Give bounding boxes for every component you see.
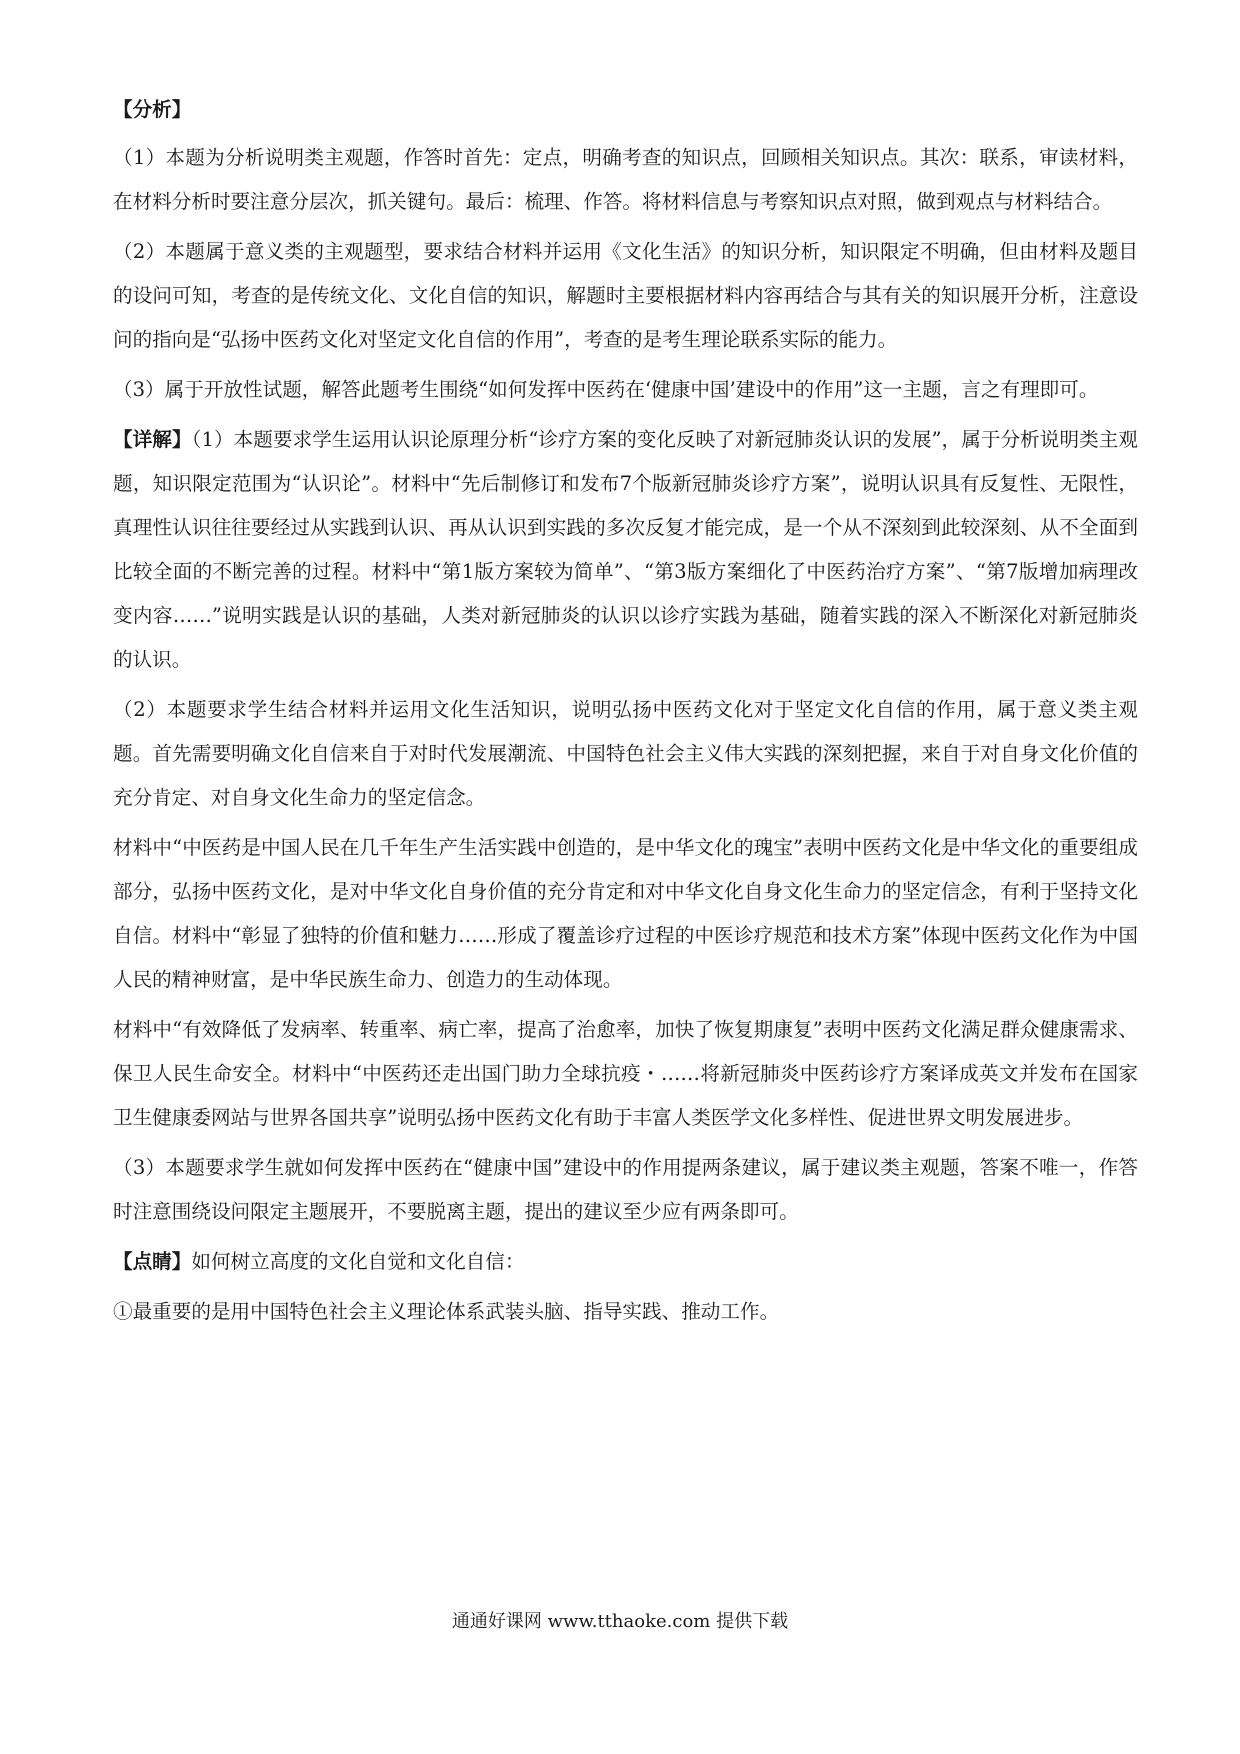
analysis-heading: 【分析】 [113,98,192,121]
comment-item-1: ①最重要的是用中国特色社会主义理论体系武装头脑、指导实践、推动工作。 [113,1300,780,1323]
detail-paragraph-1 [113,418,1138,682]
comment-paragraph [113,1240,1138,1284]
detail-paragraph-1-text: （1）本题要求学生运用认识论原理分析“诊疗方案的变化反映了对新冠肺炎认识的发展”，属于分析说明类主观题，知识限定范围为“认识论”。材料中“先后制修订和发布7个版新冠肺炎诊疗方案”，说明认识具有反复性、无限性，真理性认识往往要经过从实践到认识、再从认识到实践的多次反复才能完成，是一个从不深刻到此较深刻、从不全面到比较全面的不断完善的过程。材料中“第1版方案较为简单”、“第3版方案细化了中医药治疗方案”、“第7版增加病理改变内容……”说明实践是认识的基础，人类对新冠肺炎的认识以诊疗实践为基础，随着实践的深入不断深化对新冠肺炎的认识。 [113,428,1139,671]
detail-paragraph-2: （2）本题要求学生结合材料并运用文化生活知识，说明弘扬中医药文化对于坚定文化自信的作用，属于意义类主观题。首先需要明确文化自信来自于对时代发展潮流、中国特色社会主义伟大实践的深刻把握，来自于对自身文化价值的充分肯定、对自身文化生命力的坚定信念。 [113,698,1138,809]
document-body [113,88,1138,1340]
comment-text: 如何树立高度的文化自觉和文化自信： [191,1250,525,1273]
detail-paragraph-4: 材料中“有效降低了发病率、转重率、病亡率，提高了治愈率，加快了恢复期康复”表明中医药文化满足群众健康需求、保卫人民生命安全。材料中“中医药还走出国门助力全球抗疫・……将新冠肺炎中医药诊疗方案译成英文并发布在国家卫生健康委网站与世界各国共享”说明弘扬中医药文化有助于丰富人类医学文化多样性、促进世界文明发展进步。 [113,1018,1138,1129]
analysis-paragraph-3: （3）属于开放性试题，解答此题考生围绕“如何发挥中医药在‘健康中国’建设中的作用”这一主题，言之有理即可。 [113,378,1099,401]
detail-heading: 【详解】 [113,428,192,451]
analysis-paragraph-1: （1）本题为分析说明类主观题，作答时首先：定点，明确考查的知识点，回顾相关知识点。其次：联系，审读材料，在材料分析时要注意分层次，抓关键句。最后：梳理、作答。将材料信息与考察知识点对照，做到观点与材料结合。 [113,146,1138,213]
detail-paragraph-3: 材料中“中医药是中国人民在几千年生产生活实践中创造的，是中华文化的瑰宝”表明中医药文化是中华文化的重要组成部分，弘扬中医药文化，是对中华文化自身价值的充分肯定和对中华文化自身文化生命力的坚定信念，有利于坚持文化自信。材料中“彰显了独特的价值和魅力……形成了覆盖诊疗过程的中医诊疗规范和技术方案”体现中医药文化作为中国人民的精神财富，是中华民族生命力、创造力的生动体现。 [113,836,1138,991]
comment-heading: 【点睛】 [113,1250,192,1273]
page-footer: 通通好课网 www.tthaoke.com 提供下载 [451,1611,789,1632]
analysis-paragraph-2: （2）本题属于意义类的主观题型，要求结合材料并运用《文化生活》的知识分析，知识限定不明确，但由材料及题目的设问可知，考查的是传统文化、文化自信的知识，解题时主要根据材料内容再结合与其有关的知识展开分析，注意设问的指向是“弘扬中医药文化对坚定文化自信的作用”，考查的是考生理论联系实际的能力。 [113,240,1138,351]
detail-paragraph-5: （3）本题要求学生就如何发挥中医药在“健康中国”建设中的作用提两条建议，属于建议类主观题，答案不唯一，作答时注意围绕设问限定主题展开，不要脱离主题，提出的建议至少应有两条即可。 [113,1156,1138,1223]
